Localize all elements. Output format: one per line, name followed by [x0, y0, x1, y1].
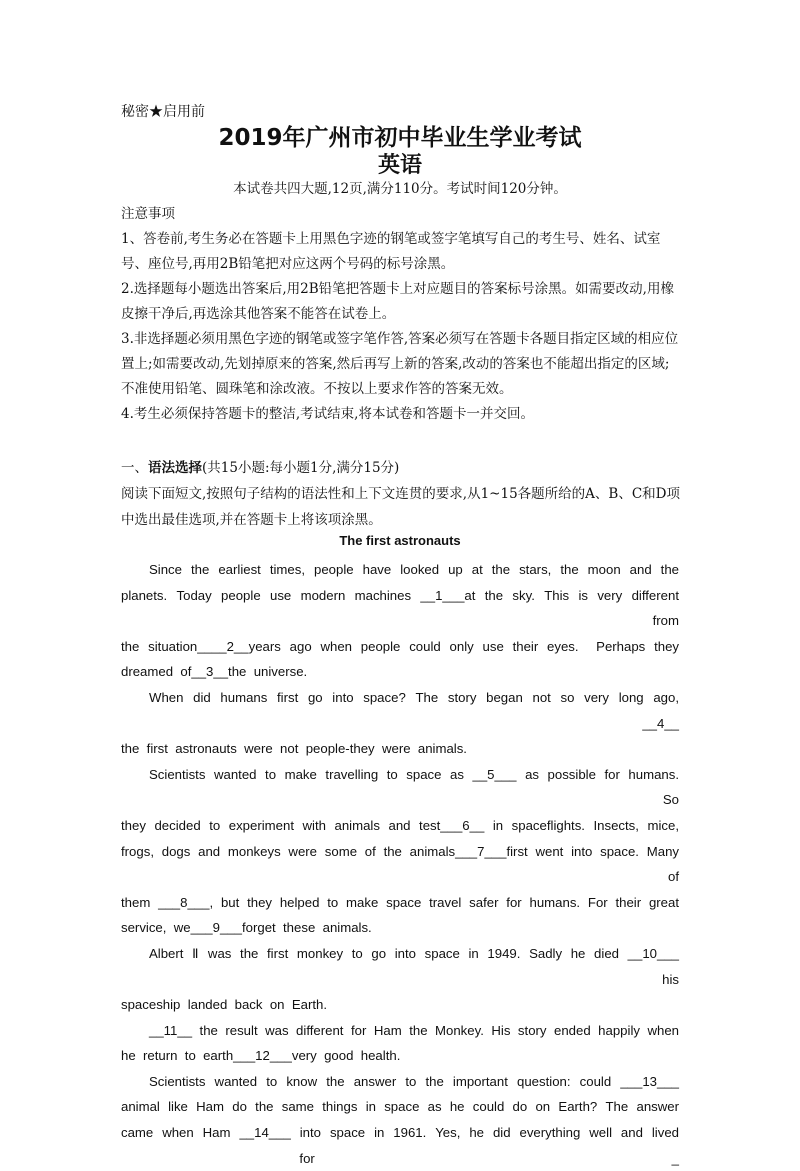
passage-text: first went into space. Many of	[121, 843, 679, 885]
passage-line	[121, 1120, 679, 1171]
notice-item-2: 2.选择题每小题选出答案后,用2B铅笔把答题卡上对应题目的答案标号涂黑。如需要改动,用橡皮擦干净后,再选涂其他答案不能答在试卷上。	[121, 281, 674, 322]
passage-text: spaceship landed back on Earth.	[121, 997, 328, 1013]
passage-text: animal like Ham do the same things in space as he could do on Earth? The answer	[121, 1099, 679, 1115]
passage-text: the situation	[121, 638, 198, 654]
passage-text: in spaceflights. Insects, mice,	[484, 817, 679, 833]
notice-item-3: 3.非选择题必须用黑色字迹的钢笔或签字笔作答,答案必须写在答题卡各题目指定区域的相应位置上;如需要改动,先划掉原来的答案,然后再写上新的答案,改动的答案也不能超出指定的区域;不准使用铅笔、圆珠笔和涂改液。不按以上要求作答的答案无效。	[121, 331, 679, 397]
passage-text: he return to earth	[121, 1048, 234, 1064]
passage-text: planets. Today people use modern machines	[121, 587, 421, 603]
passage-text: When did humans first go into space? The story began not so very long ago,	[121, 689, 679, 731]
passage-title: The first astronauts	[339, 533, 461, 548]
passage-text: his	[121, 971, 679, 987]
passage-text: Since the earliest times, people have looked up at the stars, the moon and the	[149, 562, 679, 577]
passage-text: Scientists wanted to make travelling to space as	[149, 766, 473, 782]
section-name: 语法选择	[148, 460, 202, 476]
section-header	[121, 455, 681, 481]
passage-line	[121, 762, 679, 813]
passage-line	[121, 839, 679, 890]
passage-line	[121, 557, 679, 583]
passage-text: frogs, dogs and monkeys were some of the animals	[121, 843, 456, 859]
answer-blank: __5___	[472, 766, 517, 782]
answer-blank: ___12___	[233, 1048, 292, 1064]
notice-section	[121, 202, 681, 427]
section-instructions: 阅读下面短文,按照句子结构的语法性和上下文连贯的要求,从1~15各题所给的A、B、C和D项中选出最佳选项,并在答题卡上将该项涂黑。	[121, 486, 680, 528]
answer-blank: __14___	[239, 1125, 291, 1141]
answer-blank: ___6__	[440, 817, 485, 833]
passage-line	[121, 813, 679, 839]
passage-text: Albert Ⅱ was the first monkey to go into space in 1949. Sadly he died	[149, 945, 628, 961]
passage-line	[121, 941, 679, 992]
passage-text: the result was different for Ham the Monkey. His story ended happily when	[192, 1022, 679, 1038]
passage-text: them	[121, 894, 159, 910]
exam-subject: 英语	[377, 153, 422, 178]
passage-text: came when Ham	[121, 1125, 240, 1141]
notice-item-4: 4.考生必须保持答题卡的整洁,考试结束,将本试卷和答题卡一并交回。	[121, 406, 534, 422]
passage-line	[121, 1069, 679, 1095]
passage-text: years ago when people could only use their eyes. Perhaps they	[248, 638, 680, 654]
passage-line	[121, 1018, 679, 1044]
passage-line	[121, 1043, 679, 1069]
section-info: (共15小题:每小题1分,满分15分)	[202, 460, 400, 476]
passage-text: service, we	[121, 920, 191, 936]
answer-blank: __3__	[191, 664, 229, 680]
answer-blank: __10___	[627, 945, 679, 961]
passage-text: , but they helped to make space travel safer for humans. For their great	[209, 894, 680, 910]
exam-title: 2019年广州市初中毕业生学业考试	[218, 125, 582, 151]
exam-info: 本试卷共四大题,12页,满分110分。考试时间120分钟。	[233, 181, 567, 197]
passage-line	[121, 634, 679, 660]
passage-line	[121, 915, 679, 941]
passage-text: as possible for humans. So	[121, 766, 679, 808]
passage-line	[121, 685, 679, 736]
answer-blank: ___8___	[158, 894, 210, 910]
answer-blank: ____2__	[197, 638, 249, 654]
answer-blank: ___9___	[190, 920, 242, 936]
confidential-label: 秘密★启用前	[121, 104, 205, 120]
passage-line	[121, 1094, 679, 1120]
answer-blank: ___13___	[620, 1073, 679, 1089]
section-number: 一、	[121, 460, 148, 476]
answer-blank: __11__	[149, 1022, 193, 1038]
passage-text: very good health.	[291, 1048, 401, 1064]
answer-blank: __1___	[420, 587, 465, 603]
passage-line	[121, 992, 679, 1018]
answer-blank: ___7___	[455, 843, 507, 859]
passage-text: forget these animals.	[241, 920, 372, 936]
passage-text: the first astronauts were not people-they were animals.	[121, 741, 467, 757]
passage-text: dreamed of	[121, 664, 192, 680]
passage-text: the universe.	[228, 664, 308, 680]
answer-blank: __4__	[642, 715, 679, 731]
passage-text: at the sky. This is very different from	[121, 587, 679, 629]
passage-line	[121, 659, 679, 685]
passage-text: into space in 1961. Yes, he did everything well and lived for _	[121, 1125, 680, 1166]
passage-line	[121, 583, 679, 634]
notice-heading: 注意事项	[121, 206, 175, 222]
passage-body	[121, 557, 679, 1171]
section-grammar	[121, 455, 681, 533]
passage-text: they decided to experiment with animals and test	[121, 817, 441, 833]
notice-item-1: 1、答卷前,考生务必在答题卡上用黑色字迹的钢笔或签字笔填写自己的考生号、姓名、试室号、座位号,再用2B铅笔把对应这两个号码的标号涂黑。	[121, 231, 661, 272]
passage-line	[121, 890, 679, 916]
passage-text: Scientists wanted to know the answer to the important question: could	[149, 1073, 621, 1089]
passage-line	[121, 736, 679, 762]
